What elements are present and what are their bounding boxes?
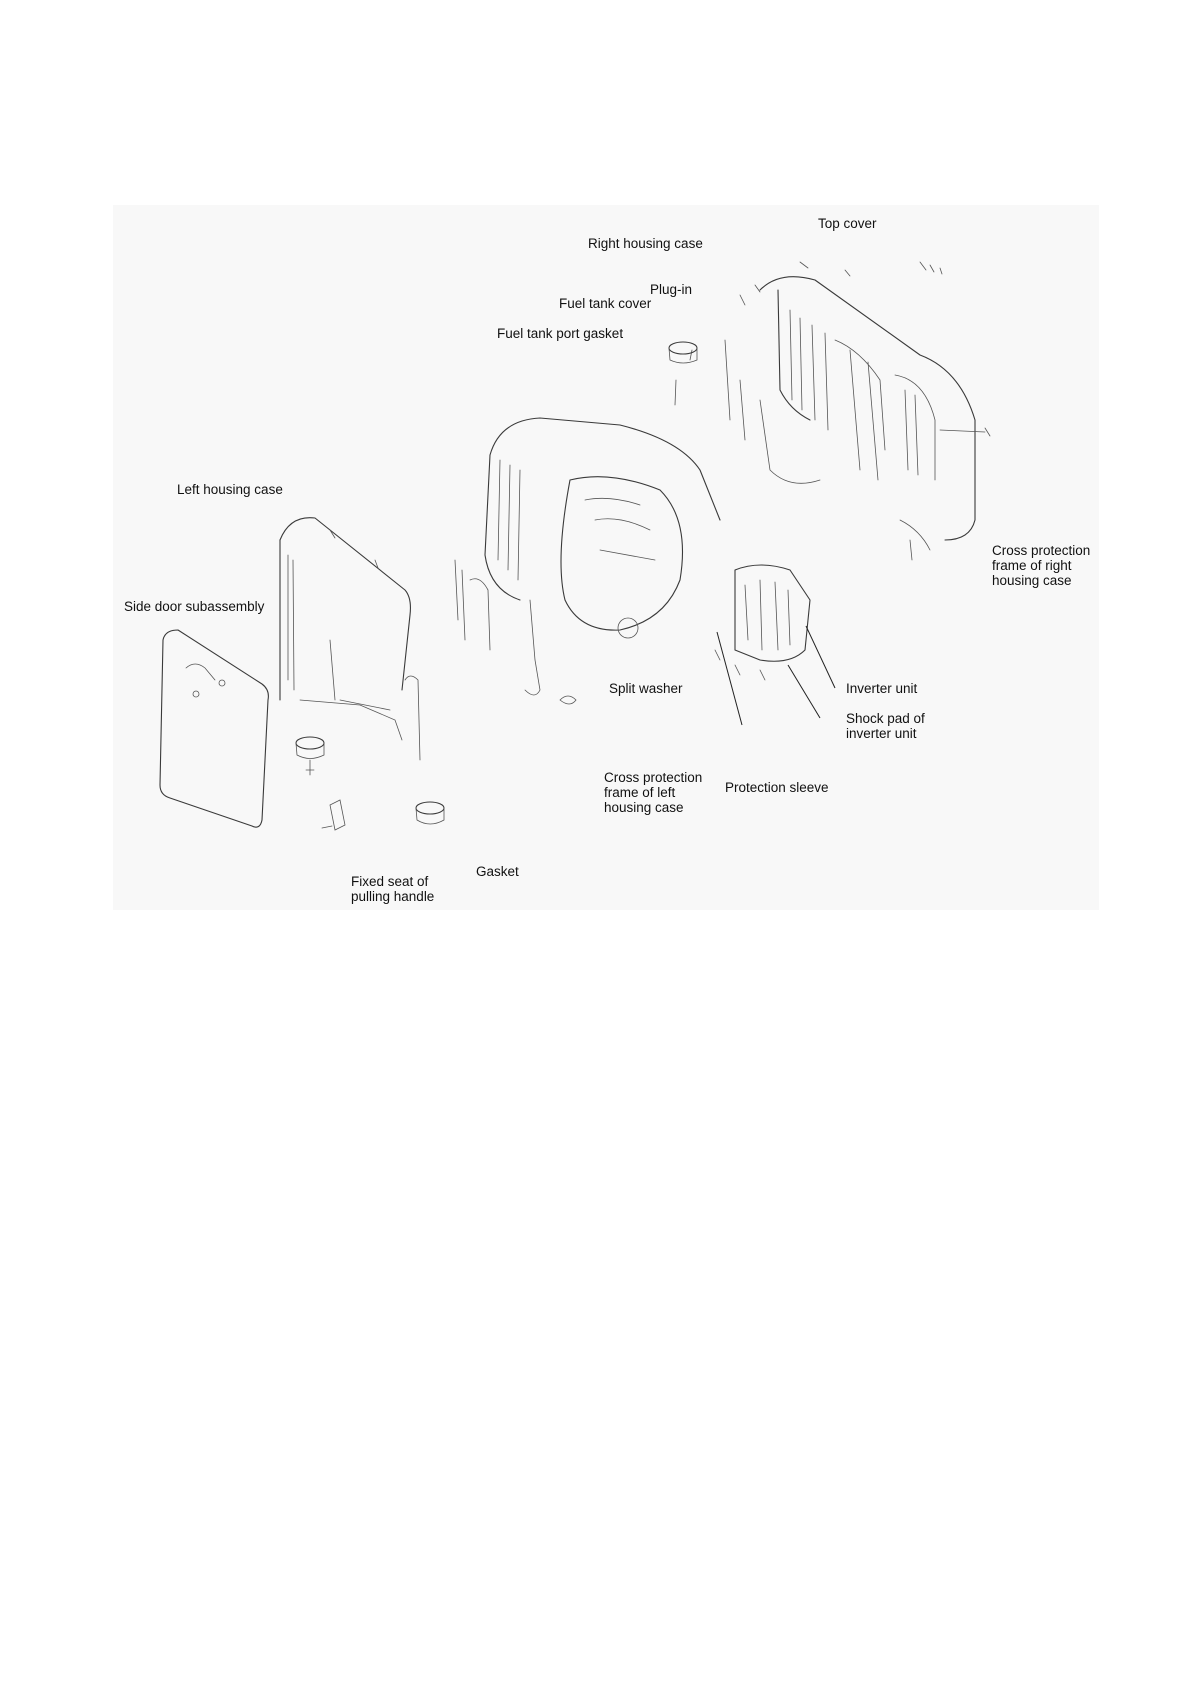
label-fixed-seat: Fixed seat of pulling handle <box>351 874 435 904</box>
label-cross-protection-left: Cross protection frame of left housing case <box>604 770 703 815</box>
right-housing-drawing <box>725 262 990 560</box>
label-protection-sleeve: Protection sleeve <box>725 780 829 795</box>
side-door-drawing <box>160 630 268 827</box>
label-right-housing-case: Right housing case <box>588 236 703 251</box>
feet-drawing <box>296 737 444 830</box>
engine-block-drawing <box>455 342 720 704</box>
label-gasket: Gasket <box>476 864 519 879</box>
label-left-housing-case: Left housing case <box>177 482 283 497</box>
left-housing-drawing <box>280 518 420 760</box>
label-top-cover: Top cover <box>818 216 877 231</box>
label-plug-in: Plug-in <box>650 282 693 297</box>
label-side-door-subassembly: Side door subassembly <box>124 599 265 614</box>
label-cross-protection-right: Cross protection frame of right housing case <box>992 543 1091 588</box>
label-fuel-tank-port-gasket: Fuel tank port gasket <box>497 326 624 341</box>
label-fuel-tank-cover: Fuel tank cover <box>559 296 652 311</box>
inverter-drawing <box>715 565 810 680</box>
label-shock-pad: Shock pad of inverter unit <box>846 711 925 741</box>
label-inverter-unit: Inverter unit <box>846 681 918 696</box>
label-split-washer: Split washer <box>609 681 683 696</box>
